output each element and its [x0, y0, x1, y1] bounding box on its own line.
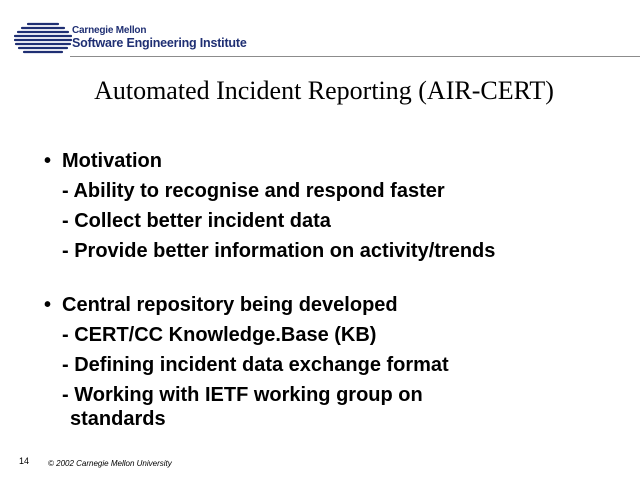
bullet-line	[44, 290, 624, 320]
bullet-marker: •	[44, 294, 52, 316]
sub-item: - Ability to recognise and respond faster	[62, 180, 445, 202]
page-number: 14	[19, 456, 30, 466]
bullet-motivation	[44, 146, 624, 266]
slide-title: Automated Incident Reporting (AIR-CERT)	[94, 76, 554, 105]
logo-line-carnegie-mellon: Carnegie Mellon	[72, 25, 147, 36]
bullet-central-repository	[44, 290, 624, 434]
bullet-line	[44, 146, 624, 176]
sub-item-continuation: standards	[70, 408, 166, 430]
bullet-marker: •	[44, 150, 52, 172]
sub-item: - Defining incident data exchange format	[62, 354, 449, 376]
copyright-notice: © 2002 Carnegie Mellon University	[48, 459, 172, 468]
sub-item: - Provide better information on activity/trends	[62, 240, 496, 262]
bullet-text: Motivation	[62, 150, 162, 172]
sub-item: - Working with IETF working group on	[62, 384, 423, 406]
header-divider	[70, 56, 640, 57]
sei-logo-icon	[14, 22, 72, 56]
sei-logo-text	[72, 24, 247, 50]
sub-item: - Collect better incident data	[62, 210, 331, 232]
logo-line-sei: Software Engineering Institute	[72, 36, 247, 50]
bullet-list	[44, 146, 624, 458]
bullet-text: Central repository being developed	[62, 294, 398, 316]
sub-item: - CERT/CC Knowledge.Base (KB)	[62, 324, 377, 346]
